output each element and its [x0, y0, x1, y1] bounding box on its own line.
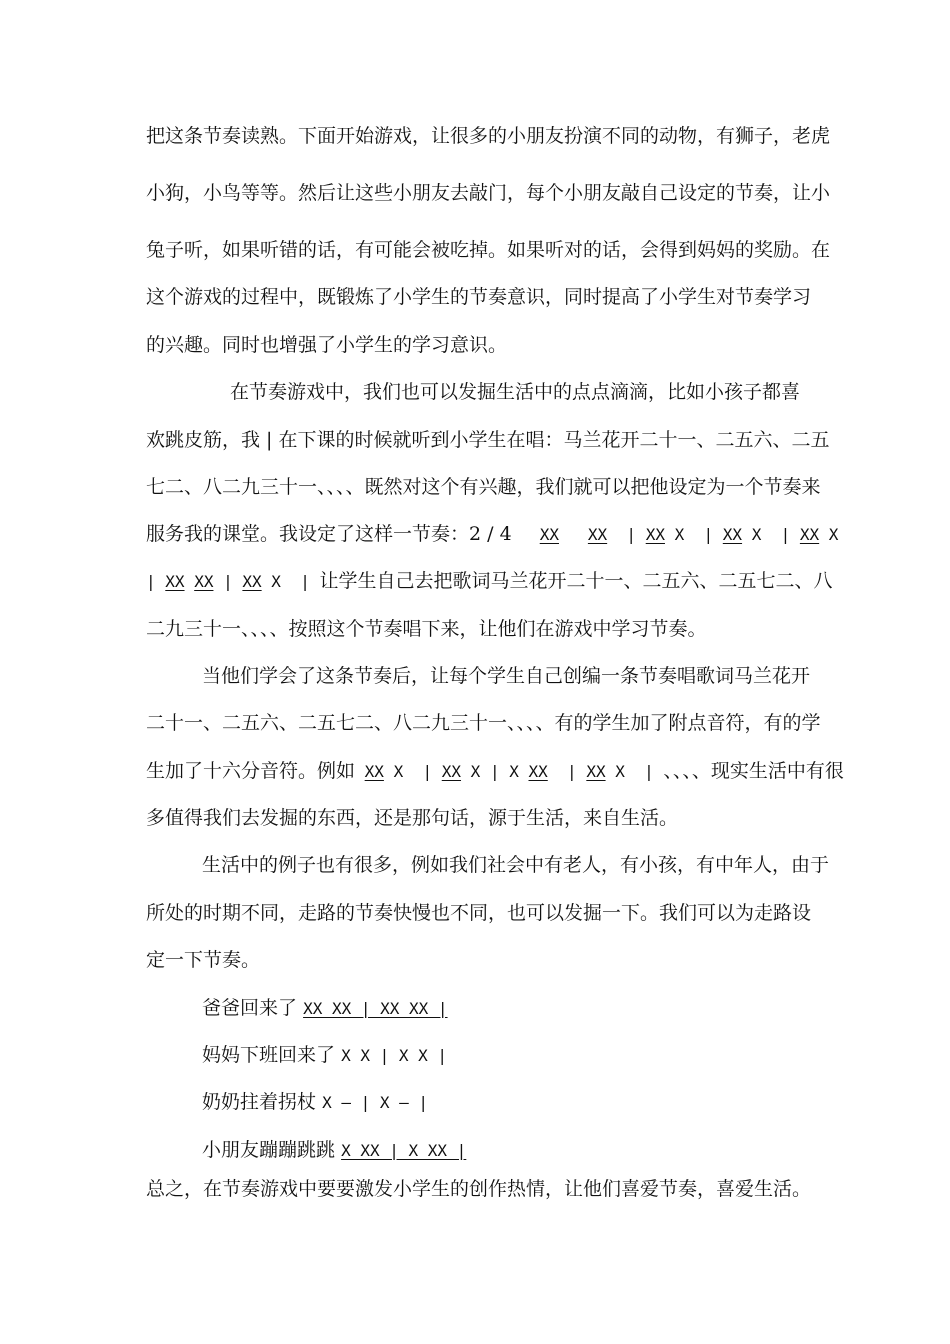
example-label: 妈妈下班回来了	[202, 1044, 336, 1066]
example-line-2	[202, 1043, 447, 1068]
rhythm-note: XX	[539, 525, 559, 544]
rhythm-note: X	[751, 525, 762, 544]
paragraph-4-line-3: 定一下节奏。	[146, 949, 261, 971]
paragraph-3-line-2: 二十一、二五六、二五七二、八二九三十一、、、、有的学生加了附点音符，有的学	[146, 712, 821, 734]
rhythm-pattern-1	[540, 525, 839, 544]
rhythm-note: X	[271, 572, 281, 591]
rhythm-pattern-2	[355, 762, 663, 781]
rhythm-note: XX	[441, 762, 462, 781]
paragraph-3-line-3-prefix: 生加了十六分音符。例如	[146, 760, 356, 782]
example-label: 小朋友蹦蹦跳跳	[202, 1139, 336, 1161]
example-label: 爸爸回来了	[202, 997, 298, 1019]
rhythm-note: XX	[364, 762, 384, 781]
rhythm-bar: |	[223, 572, 233, 591]
example-line-3	[202, 1090, 428, 1115]
paragraph-3-line-3-suffix: 、、、、现实生活中有很	[663, 760, 844, 782]
example-label: 奶奶拄着拐杖	[202, 1091, 317, 1113]
paragraph-2-line-5	[146, 569, 832, 594]
paragraph-1-line-4: 这个游戏的过程中，既锻炼了小学生的节奏意识，同时提高了小学生对节奏学习	[146, 286, 812, 308]
paragraph-3-line-3	[146, 759, 844, 784]
rhythm-bar: |	[489, 762, 500, 781]
rhythm-note: XX	[587, 525, 608, 544]
rhythm-note: XX	[165, 572, 185, 591]
example-rhythm: X XX | X XX |	[341, 1141, 467, 1160]
rhythm-bar: |	[146, 572, 156, 591]
example-line-4	[202, 1138, 466, 1163]
rhythm-note: XX	[528, 762, 548, 781]
paragraph-2-line-3: 七二、八二九三十一、、、、既然对这个有兴趣，我们就可以把他设定为一个节奏来	[146, 476, 821, 498]
rhythm-note: X	[470, 762, 481, 781]
paragraph-2-line-1: 在节奏游戏中，我们也可以发掘生活中的点点滴滴，比如小孩子都喜	[230, 381, 801, 403]
rhythm-note: X	[509, 762, 519, 781]
rhythm-bar: |	[422, 762, 433, 781]
paragraph-2-line-2: 欢跳皮筋，我 | 在下课的时候就听到小学生在唱：马兰花开二十一、二五六、二五	[146, 429, 830, 451]
paragraph-1-line-1: 把这条节奏读熟。下面开始游戏，让很多的小朋友扮演不同的动物，有狮子，老虎	[146, 125, 831, 147]
rhythm-bar: |	[703, 525, 714, 544]
paragraph-2-line-6: 二九三十一、、、、按照这个节奏唱下来，让他们在游戏中学习节奏。	[146, 618, 707, 640]
example-rhythm: XX XX | XX XX |	[303, 999, 448, 1018]
rhythm-bar: |	[644, 762, 654, 781]
paragraph-2-line-4-text: 服务我的课堂。我设定了这样一节奏：2 / 4	[146, 523, 512, 545]
paragraph-3-line-4: 多值得我们去发掘的东西，还是那句话，源于生活，来自生活。	[146, 807, 679, 829]
rhythm-note: XX	[194, 572, 214, 591]
rhythm-pattern-1-cont	[146, 572, 319, 591]
paragraph-4-line-1: 生活中的例子也有很多，例如我们社会中有老人，有小孩，有中年人，由于	[202, 854, 830, 876]
paragraph-4-line-2: 所处的时期不同，走路的节奏快慢也不同，也可以发掘一下。我们可以为走路设	[146, 902, 812, 924]
example-rhythm: X X | X X |	[341, 1046, 448, 1065]
paragraph-2-line-5-text: 让学生自己去把歌词马兰花开二十一、二五六、二五七二、八	[319, 570, 833, 592]
paragraph-1-line-2: 小狗，小鸟等等。然后让这些小朋友去敲门，每个小朋友敲自己设定的节奏，让小	[146, 182, 831, 204]
paragraph-1-line-3: 兔子听，如果听错的话，有可能会被吃掉。如果听对的话，会得到妈妈的奖励。在	[146, 239, 831, 261]
rhythm-note: X	[828, 525, 839, 544]
paragraph-2-line-4	[146, 522, 838, 547]
rhythm-bar: |	[567, 762, 577, 781]
rhythm-note: X	[674, 525, 685, 544]
rhythm-note: X	[615, 762, 625, 781]
rhythm-note: X	[393, 762, 404, 781]
rhythm-bar: |	[300, 572, 310, 591]
rhythm-note: XX	[799, 525, 820, 544]
paragraph-3-line-1: 当他们学会了这条节奏后，让每个学生自己创编一条节奏唱歌词马兰花开	[202, 665, 811, 687]
example-line-1	[202, 996, 448, 1021]
rhythm-bar: |	[626, 525, 637, 544]
rhythm-note: XX	[645, 525, 665, 544]
rhythm-note: XX	[722, 525, 743, 544]
rhythm-note: XX	[586, 762, 606, 781]
paragraph-1-line-5: 的兴趣。同时也增强了小学生的学习意识。	[146, 334, 508, 356]
example-rhythm: X — | X — |	[322, 1093, 429, 1112]
rhythm-note: XX	[242, 572, 262, 591]
rhythm-bar: |	[780, 525, 791, 544]
conclusion-line: 总之，在节奏游戏中要要激发小学生的创作热情，让他们喜爱节奏，喜爱生活。	[146, 1178, 812, 1200]
